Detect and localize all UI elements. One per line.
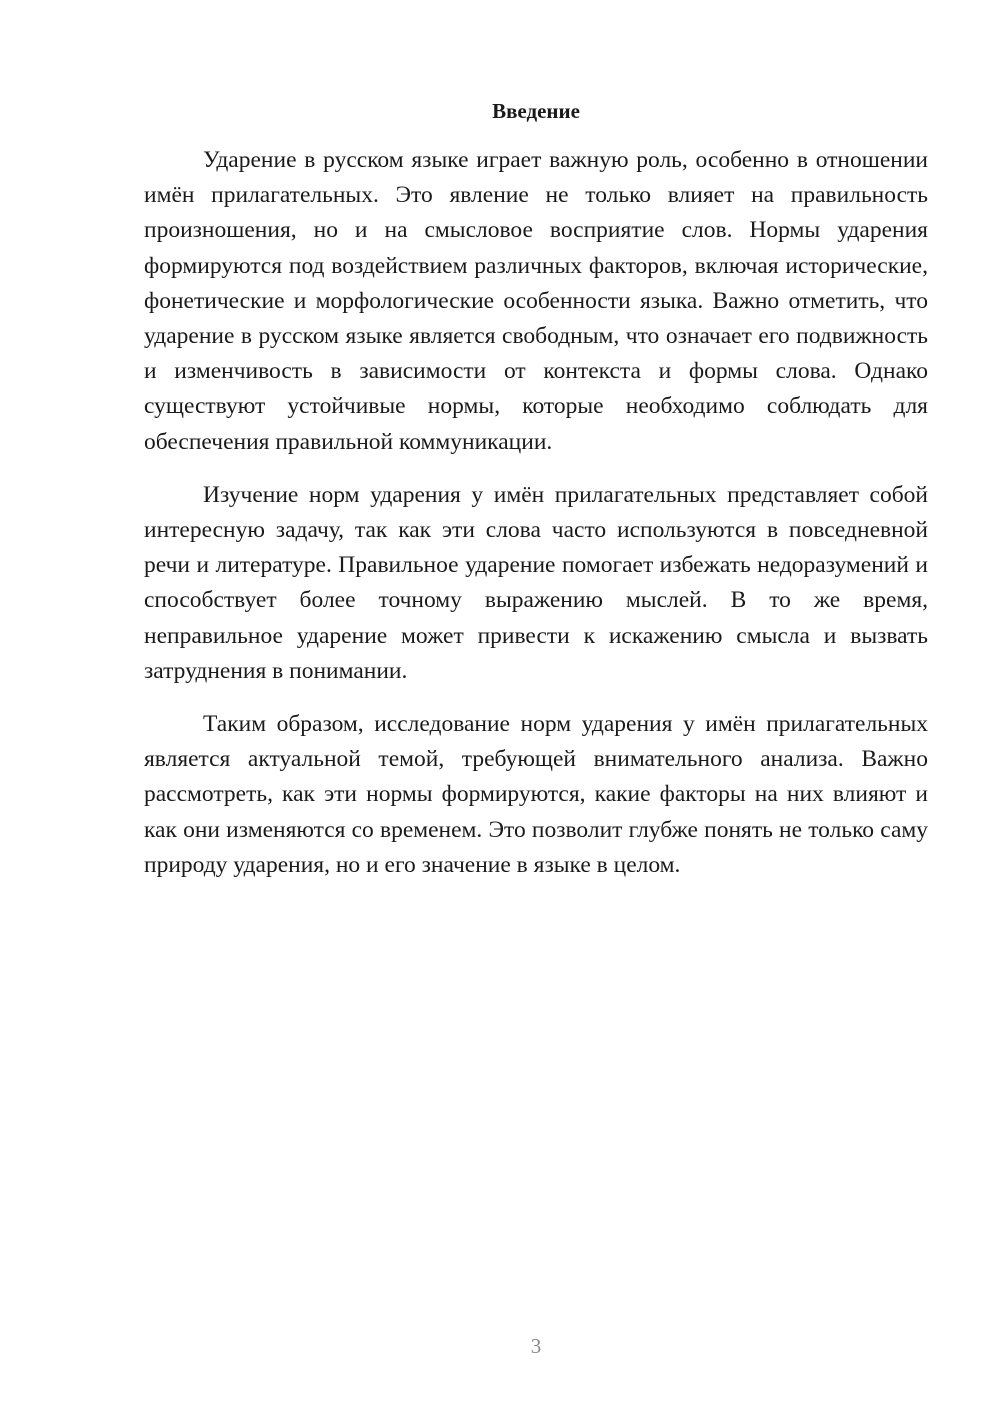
paragraph-3: Таким образом, исследование норм ударения у имён прилагательных является актуальной темой, требующей внимательного анализа. Важно рассмотреть, как эти нормы формируются, какие факторы на них влияют и как они изменяются со временем. Это позволит глубже понять не только саму природу ударения, но и его значение в языке в целом.	[144, 711, 928, 878]
paragraph-2: Изучение норм ударения у имён прилагательных представляет собой интересную задачу, так как эти слова часто используются в повседневной речи и литературе. Правильное ударение помогает избежать недоразумений и способствует более точному выражению мыслей. В то же время, неправильное ударение может привести к искажению смысла и вызвать затруднения в понимании.	[144, 481, 928, 684]
section-heading: Введение	[492, 99, 580, 123]
paragraph-1: Ударение в русском языке играет важную роль, особенно в отношении имён прилагательных. Это явление не только влияет на правильность произношения, но и на смысловое восприятие слов. Нормы ударения формируются под воздействием различных факторов, включая исторические, фонетические и морфологические особенности языка. Важно отметить, что ударение в русском языке является свободным, что означает его подвижность и изменчивость в зависимости от контекста и формы слова. Однако существуют устойчивые нормы, которые необходимо соблюдать для обеспечения правильной коммуникации.	[144, 147, 928, 455]
body-text	[144, 143, 928, 901]
page-number: 3	[530, 1334, 542, 1358]
